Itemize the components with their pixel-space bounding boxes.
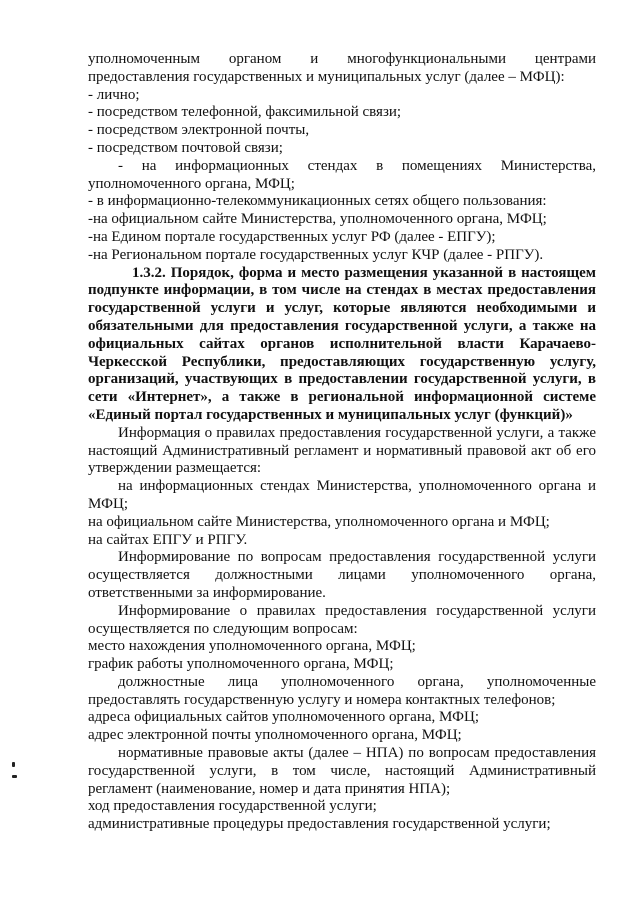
list-item-in-person: - лично; [88,86,140,103]
scan-artifact-dot [12,762,15,767]
section-heading-1-3-2: 1.3.2. Порядок, форма и место размещения указанной в настоящем подпункте информации, в том числе на стендах в местах предоставления государственной услуги и услуг, которые являются необходимыми и обязательными для предоставления государственной услуги, а также на официальных сайтах органов исполнительной власти Карачаево-Черкесской Республики, предоставляющих государственную услугу, организаций, участвующих в предоставлении государственной услуги, в сети «Интернет», а также в региональной информационной системе «Единый портал государственных и муниципальных услуг (функций)» [88,264,596,423]
topic-npa: нормативные правовые акты (далее – НПА) по вопросам предоставления государственной услуги, в том числе, настоящий Административный регламент (наименование, номер и дата принятия НПА); [88,745,596,797]
list-item-post: - посредством почтовой связи; [88,139,283,156]
list-item-epgu: -на Едином портале государственных услуг РФ (далее - ЕПГУ); [88,228,496,245]
list-item-official-site: -на официальном сайте Министерства, уполномоченного органа, МФЦ; [88,211,547,228]
topic-progress: ход предоставления государственной услуги; [88,798,377,815]
paragraph-official-site: на официальном сайте Министерства, уполномоченного органа и МФЦ; [88,513,550,530]
list-item-email: - посредством электронной почты, [88,122,310,139]
paragraph-info-placement: Информация о правилах предоставления государственной услуги, а также настоящий Административный регламент и нормативный правовой акт об его утверждении размещается: [88,424,596,477]
topic-schedule: график работы уполномоченного органа, МФЦ; [88,656,394,673]
list-item-info-stands: - на информационных стендах в помещениях Министерства, уполномоченного органа, МФЦ; [88,157,596,192]
topic-officials-phones: должностные лица уполномоченного органа, уполномоченные предоставлять государственную услугу и номера контактных телефонов; [88,673,596,708]
topic-location: место нахождения уполномоченного органа, МФЦ; [88,638,416,655]
paragraph-informing-officials: Информирование по вопросам предоставления государственной услуги осуществляется должностными лицами уполномоченного органа, ответственными за информирование. [88,549,596,601]
list-item-rpgu: -на Региональном портале государственных услуг КЧР (далее - РПГУ). [88,246,544,263]
list-item-networks: - в информационно-телекоммуникационных сетях общего пользования: [88,193,547,210]
paragraph-intro: уполномоченным органом и многофункциональными центрами предоставления государственных и муниципальных услуг (далее – МФЦ): [88,51,596,85]
paragraph-stands: на информационных стендах Министерства, уполномоченного органа и МФЦ; [88,478,596,512]
paragraph-epgu-rpgu: на сайтах ЕПГУ и РПГУ. [88,531,248,548]
paragraph-informing-topics: Информирование о правилах предоставления государственной услуги осуществляется по следующим вопросам: [88,602,596,637]
topic-admin-procedures: административные процедуры предоставления государственной услуги; [88,816,551,833]
topic-official-sites: адреса официальных сайтов уполномоченного органа, МФЦ; [88,709,479,726]
document-page [88,51,596,834]
topic-email: адрес электронной почты уполномоченного органа, МФЦ; [88,727,462,744]
scan-artifact-dot [12,775,17,778]
list-item-phone-fax: - посредством телефонной, факсимильной связи; [88,104,402,121]
